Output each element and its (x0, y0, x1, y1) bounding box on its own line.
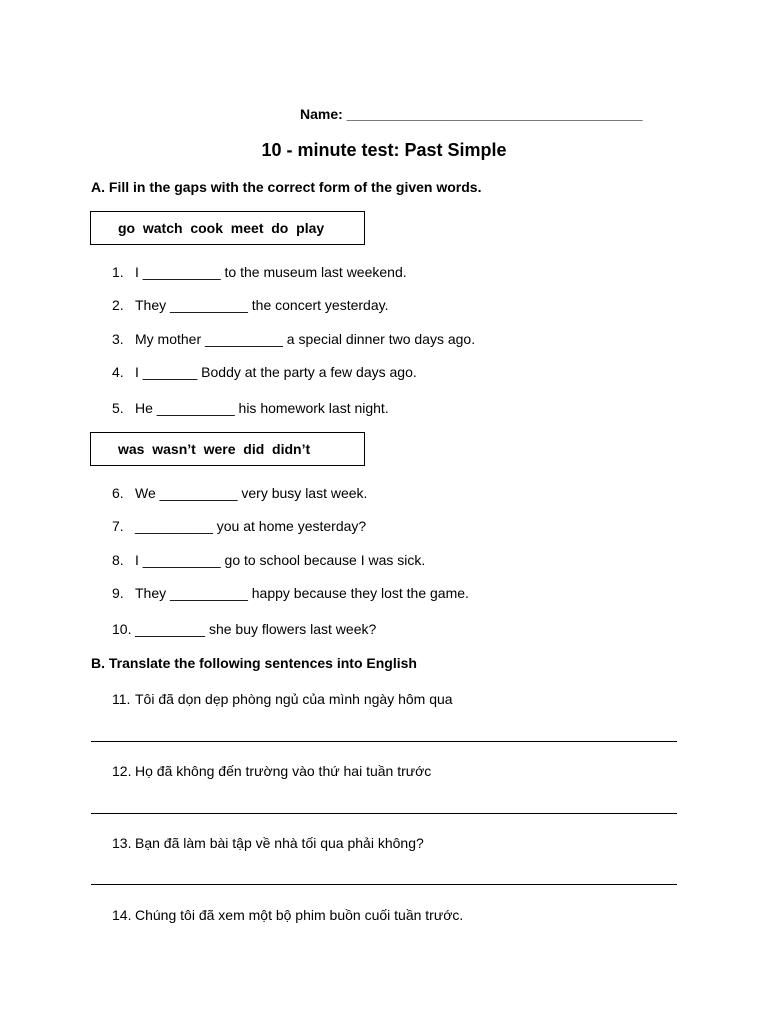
question-text: Chúng tôi đã xem một bộ phim buồn cuối tuần trước. (135, 907, 464, 923)
question-number: 12. (112, 763, 132, 779)
question-text: _________ she buy flowers last week? (135, 621, 377, 637)
question-item (112, 585, 469, 601)
word-bank-box-2: was wasn’t were did didn’t (90, 432, 365, 466)
question-item (112, 364, 417, 380)
question-text: Họ đã không đến trường vào thứ hai tuần trước (135, 763, 432, 779)
question-number: 6. (112, 485, 124, 501)
answer-line (91, 741, 677, 742)
translation-item (112, 763, 431, 779)
question-number: 7. (112, 518, 124, 534)
question-number: 11. (112, 691, 131, 707)
question-item (112, 400, 389, 416)
question-text: They __________ happy because they lost the game. (135, 585, 469, 601)
answer-line (91, 813, 677, 814)
question-text: Tôi đã dọn dẹp phòng ngủ của mình ngày hôm qua (135, 691, 453, 707)
question-text: __________ you at home yesterday? (135, 518, 367, 534)
question-number: 9. (112, 585, 124, 601)
word-bank-box-1: go watch cook meet do play (90, 211, 365, 245)
question-number: 2. (112, 297, 124, 313)
question-text: My mother __________ a special dinner two days ago. (135, 331, 476, 347)
question-item (112, 264, 407, 280)
name-field-label: Name: ______________________________________ (300, 106, 643, 122)
question-number: 10. (112, 621, 132, 637)
question-item (112, 518, 366, 534)
question-item (112, 485, 367, 501)
question-number: 13. (112, 835, 132, 851)
question-number: 1. (112, 264, 124, 280)
question-number: 4. (112, 364, 124, 380)
question-number: 3. (112, 331, 124, 347)
answer-line (91, 884, 677, 885)
question-text: He __________ his homework last night. (135, 400, 389, 416)
question-text: I _______ Boddy at the party a few days ago. (135, 364, 417, 380)
question-text: I __________ go to school because I was sick. (135, 552, 426, 568)
question-number: 5. (112, 400, 124, 416)
translation-item (112, 907, 463, 923)
translation-item (112, 691, 453, 707)
question-item (112, 297, 388, 313)
section-b-heading: B. Translate the following sentences into English (91, 655, 417, 671)
translation-item (112, 835, 424, 851)
page-title: 10 - minute test: Past Simple (261, 140, 507, 160)
question-number: 14. (112, 907, 132, 923)
question-text: Bạn đã làm bài tập về nhà tối qua phải không? (135, 835, 424, 851)
question-text: They __________ the concert yesterday. (135, 297, 389, 313)
question-text: I __________ to the museum last weekend. (135, 264, 407, 280)
question-number: 8. (112, 552, 124, 568)
question-item (112, 331, 475, 347)
section-a-heading: A. Fill in the gaps with the correct form of the given words. (91, 179, 482, 195)
question-text: We __________ very busy last week. (135, 485, 368, 501)
question-item (112, 552, 425, 568)
question-item (112, 621, 376, 637)
